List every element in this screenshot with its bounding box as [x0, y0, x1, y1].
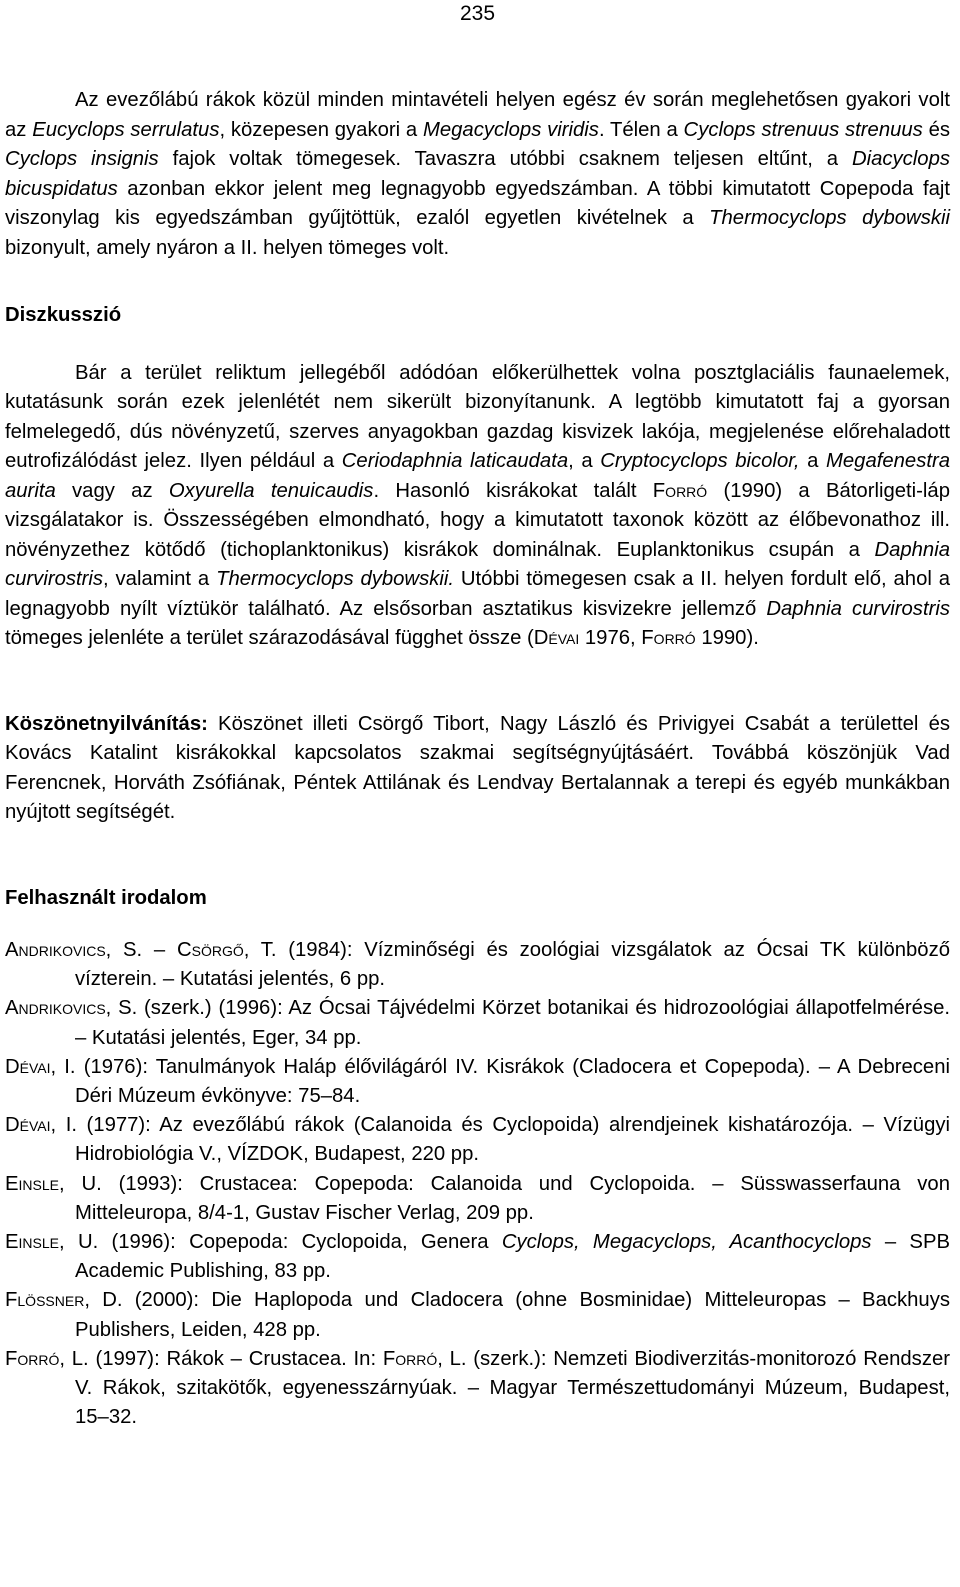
species-name: Thermocyclops dybowskii	[709, 207, 950, 229]
reference-item	[5, 1053, 950, 1111]
species-name: Ceriodaphnia laticaudata	[341, 450, 569, 472]
reference-item	[5, 1345, 950, 1433]
text-run: , I. (1977): Az evezőlábú rákok (Calanoida és Cyclopoida) alrendjeinek kishatározója. – Vízügyi Hidrobiológia V., VÍZDOK, Budapest, 220 pp.	[50, 1114, 950, 1166]
text-run: , a	[568, 450, 601, 472]
section-heading-references: Felhasznált irodalom	[5, 886, 207, 909]
text-run: Köszönet illeti Csörgő Tibort, Nagy László és Privigyei Csabát a területtel és Kovács Katalint kisrákokkal kapcsolatos szakmai segítségnyújtásáért. Továbbá köszönjük Vad Ferencnek, Horváth Zsófiának, Péntek Attilának és Lendvay Bertalannak a terepi és egyéb munkákban nyújtott segítségét.	[5, 712, 950, 823]
reference-item	[5, 1286, 950, 1344]
species-name: Cryptocyclops bicolor,	[600, 450, 800, 472]
ref-author: Flössner	[5, 1289, 85, 1312]
species-name: Megafenestra aurita	[5, 450, 950, 502]
text-run: tömeges jelenléte a terület szárazodásával függhet össze (	[5, 627, 534, 649]
species-name: Daphnia curvirostris	[766, 597, 950, 620]
text-run: bizonyult, amely nyáron a II. helyen tömeges volt.	[5, 236, 450, 259]
text-run: – SPB Academic Publishing, 83 pp.	[75, 1231, 951, 1283]
section-heading-discussion: Diszkusszió	[5, 304, 122, 326]
text-run: és	[922, 118, 951, 141]
results-paragraph	[5, 86, 950, 263]
species-name: Cyclops insignis	[5, 148, 159, 170]
text-run: a	[799, 450, 826, 472]
species-name: Eucyclops serrulatus	[32, 118, 220, 141]
reference-item	[5, 994, 950, 1052]
text-run: 1976,	[579, 627, 642, 649]
page-number: 235	[459, 2, 496, 25]
text-run: , U. (1996): Copepoda: Cyclopoida, Genera	[59, 1231, 502, 1254]
species-name: Oxyurella tenuicaudis	[168, 479, 374, 502]
reference-item	[5, 1170, 950, 1228]
text-run: , I. (1976): Tanulmányok Haláp élővilágáról IV. Kisrákok (Cladocera et Copepoda). – A Debreceni Déri Múzeum évkönyve: 75–84.	[50, 1055, 950, 1108]
acknowledgement-heading: Köszönetnyilvánítás:	[5, 712, 208, 735]
ref-author: Andrikovics	[5, 939, 106, 961]
text-run: , S. –	[105, 939, 177, 961]
text-run: 1990).	[695, 627, 759, 649]
text-run: , T. (1984): Vízminőségi és zoológiai vizsgálatok az Ócsai TK különböző vízterein. – Kutatási jelentés, 6 pp.	[75, 939, 951, 991]
text-run: . Hasonló kisrákokat talált	[373, 479, 653, 502]
reference-item	[5, 1228, 950, 1286]
text-run: , L. (szerk.): Nemzeti Biodiverzitás-monitorozó Rendszer V. Rákok, szitakötők, egyenesszárnyúak. – Magyar Természettudományi Múzeum, Budapest, 15–32.	[75, 1347, 950, 1429]
species-name: Cyclops, Megacyclops, Acanthocyclops	[501, 1231, 872, 1254]
text-run: Bár a terület reliktum jellegéből adódóan előkerülhettek volna posztglaciális faunaelemek, kutatásunk során ezek jelenlétét nem sikerült bizonyítanunk. A legtöbb kimutatott faj a gyorsan felmelegedő, dús növényzetű, szerves anyagokban gazdag kisvizek lakója, megjelenése előrehaladott eutrofizálódást jelez. Ilyen például a	[5, 361, 950, 472]
reference-item	[5, 1111, 950, 1169]
cited-author: Forró	[641, 627, 696, 649]
text-run: fajok voltak tömegesek. Tavaszra utóbbi csaknem teljesen eltűnt, a	[158, 148, 852, 170]
text-run: Az evezőlábú rákok közül minden mintavételi helyen egész év során meglehetősen gyakori volt az	[5, 89, 950, 141]
text-run: (1990) a Bátorligeti-láp vizsgálatakor is. Összességében elmondható, hogy a kimutatott taxonok között az élőbevonathoz ill. növényzethez kötődő (tichoplanktonikus) kisrákok dominálnak. Euplanktonikus csupán a	[5, 479, 950, 561]
species-name: Cyclops strenuus strenuus	[683, 118, 923, 141]
ref-author: Csörgő	[176, 939, 244, 961]
ref-author: Forró	[5, 1347, 60, 1370]
discussion-paragraph	[5, 359, 950, 654]
text-run: , U. (1993): Crustacea: Copepoda: Calanoida und Cyclopoida. – Süsswasserfauna von Mitteleuropa, 8/4-1, Gustav Fischer Verlag, 209 pp.	[59, 1172, 950, 1224]
text-run: , S. (szerk.) (1996): Az Ócsai Tájvédelmi Körzet botanikai és hidrozoológiai állapotfelmérése. – Kutatási jelentés, Eger, 34 pp.	[75, 997, 950, 1049]
text-run: , D. (2000): Die Haplopoda und Cladocera (ohne Bosminidae) Mitteleuropas – Backhuys Publishers, Leiden, 428 pp.	[75, 1289, 950, 1341]
ref-author: Dévai	[5, 1114, 51, 1137]
text-run: , valamint a	[103, 568, 217, 590]
acknowledgement-paragraph	[5, 710, 950, 828]
species-name: Megacyclops viridis	[422, 118, 599, 141]
species-name: Daphnia curvirostris	[5, 538, 950, 590]
text-run: Utóbbi tömegesen csak a II. helyen fordult elő, ahol a legnagyobb nyílt víztükör található. Az elsősorban asztatikus kisvizekre jellemző	[5, 568, 950, 620]
ref-author: Einsle	[5, 1172, 59, 1195]
ref-author: Dévai	[5, 1055, 51, 1078]
species-name: Thermocyclops dybowskii.	[216, 568, 455, 590]
text-run: azonban ekkor jelent meg legnagyobb egyedszámban. A többi kimutatott Copepoda fajt viszonylag kis egyedszámban gyűjtöttük, ezalól egyetlen kivételnek a	[5, 177, 950, 229]
reference-item	[5, 936, 950, 994]
cited-author: Dévai	[533, 627, 580, 649]
text-run: , közepesen gyakori a	[219, 118, 423, 141]
text-run: vagy az	[55, 479, 169, 502]
text-run: , L. (1997): Rákok – Crustacea. In:	[59, 1347, 383, 1370]
reference-list	[5, 936, 950, 1432]
ref-author: Forró	[382, 1347, 438, 1370]
species-name: Diacyclops bicuspidatus	[5, 148, 950, 200]
text-run: . Télen a	[598, 118, 684, 141]
ref-author: Andrikovics	[5, 997, 106, 1020]
ref-author: Einsle	[5, 1231, 59, 1254]
cited-author: Forró	[652, 479, 708, 502]
